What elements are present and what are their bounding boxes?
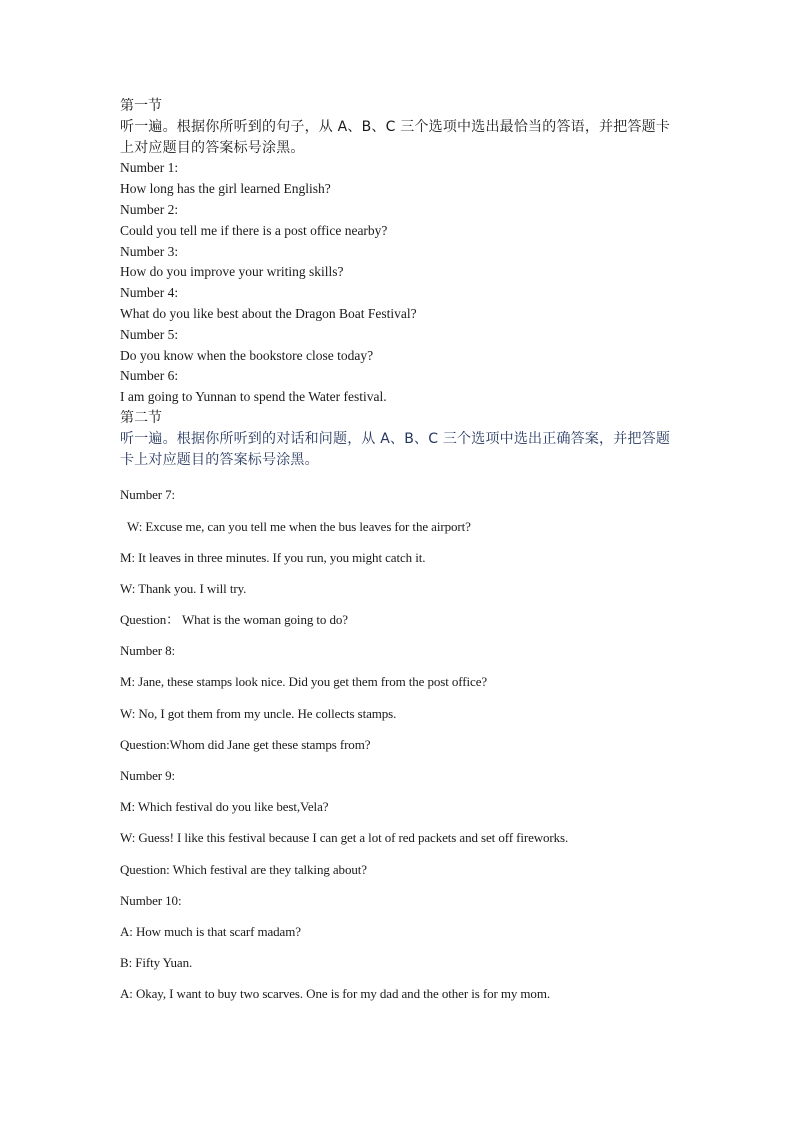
dialogue-number: Number 8: (120, 643, 176, 659)
item-question: Could you tell me if there is a post office nearby? (120, 222, 388, 238)
dialogue-line: A: Okay, I want to buy two scarves. One is for my dad and the other is for my mom. (120, 986, 550, 1002)
item-question: How long has the girl learned English? (120, 181, 331, 197)
dialogue-question: Question:Whom did Jane get these stamps from? (120, 736, 371, 752)
section-2-heading: 第二节 (120, 409, 162, 426)
dialogue-line: M: Jane, these stamps look nice. Did you get them from the post office? (120, 674, 488, 690)
dialogue-line: M: It leaves in three minutes. If you run, you might catch it. (120, 549, 426, 565)
dialogue-line: W: Guess! I like this festival because I can get a lot of red packets and set off fireworks. (120, 830, 569, 846)
item-number: Number 4: (120, 285, 179, 301)
item-number: Number 5: (120, 326, 179, 342)
section-2-dialogues (120, 479, 680, 1009)
item-question: I am going to Yunnan to spend the Water festival. (120, 389, 387, 405)
item-question: Do you know when the bookstore close today? (120, 347, 374, 363)
dialogue-line: W: Thank you. I will try. (120, 580, 247, 596)
dialogue-number: Number 7: (120, 487, 176, 503)
dialogue-line: B: Fifty Yuan. (120, 955, 193, 971)
section-1 (120, 96, 680, 408)
dialogue-number: Number 10: (120, 892, 182, 908)
section-1-instruction: 听一遍。根据你所听到的句子，从 A、B、C 三个选项中选出最恰当的答语，并把答题卡上对应题目的答案标号涂黑。 (120, 118, 671, 156)
item-number: Number 1: (120, 160, 179, 176)
item-number: Number 3: (120, 243, 179, 259)
dialogue-line: W: Excuse me, can you tell me when the bus leaves for the airport? (127, 518, 471, 534)
section-2-instruction: 听一遍。根据你所听到的对话和问题，从 A、B、C 三个选项中选出正确答案，并把答题卡上对应题目的答案标号涂黑。 (120, 430, 671, 468)
item-question: What do you like best about the Dragon Boat Festival? (120, 305, 417, 321)
document-page (120, 96, 680, 1010)
item-question: How do you improve your writing skills? (120, 264, 344, 280)
dialogue-question: Question： What is the woman going to do? (120, 612, 348, 628)
dialogue-line: W: No, I got them from my uncle. He collects stamps. (120, 705, 397, 721)
dialogue-line: M: Which festival do you like best,Vela? (120, 799, 329, 815)
dialogue-line: A: How much is that scarf madam? (120, 923, 301, 939)
dialogue-question: Question: Which festival are they talking about? (120, 861, 367, 877)
dialogue-number: Number 9: (120, 768, 176, 784)
item-number: Number 2: (120, 201, 179, 217)
item-number: Number 6: (120, 368, 179, 384)
section-1-heading: 第一节 (120, 98, 162, 114)
